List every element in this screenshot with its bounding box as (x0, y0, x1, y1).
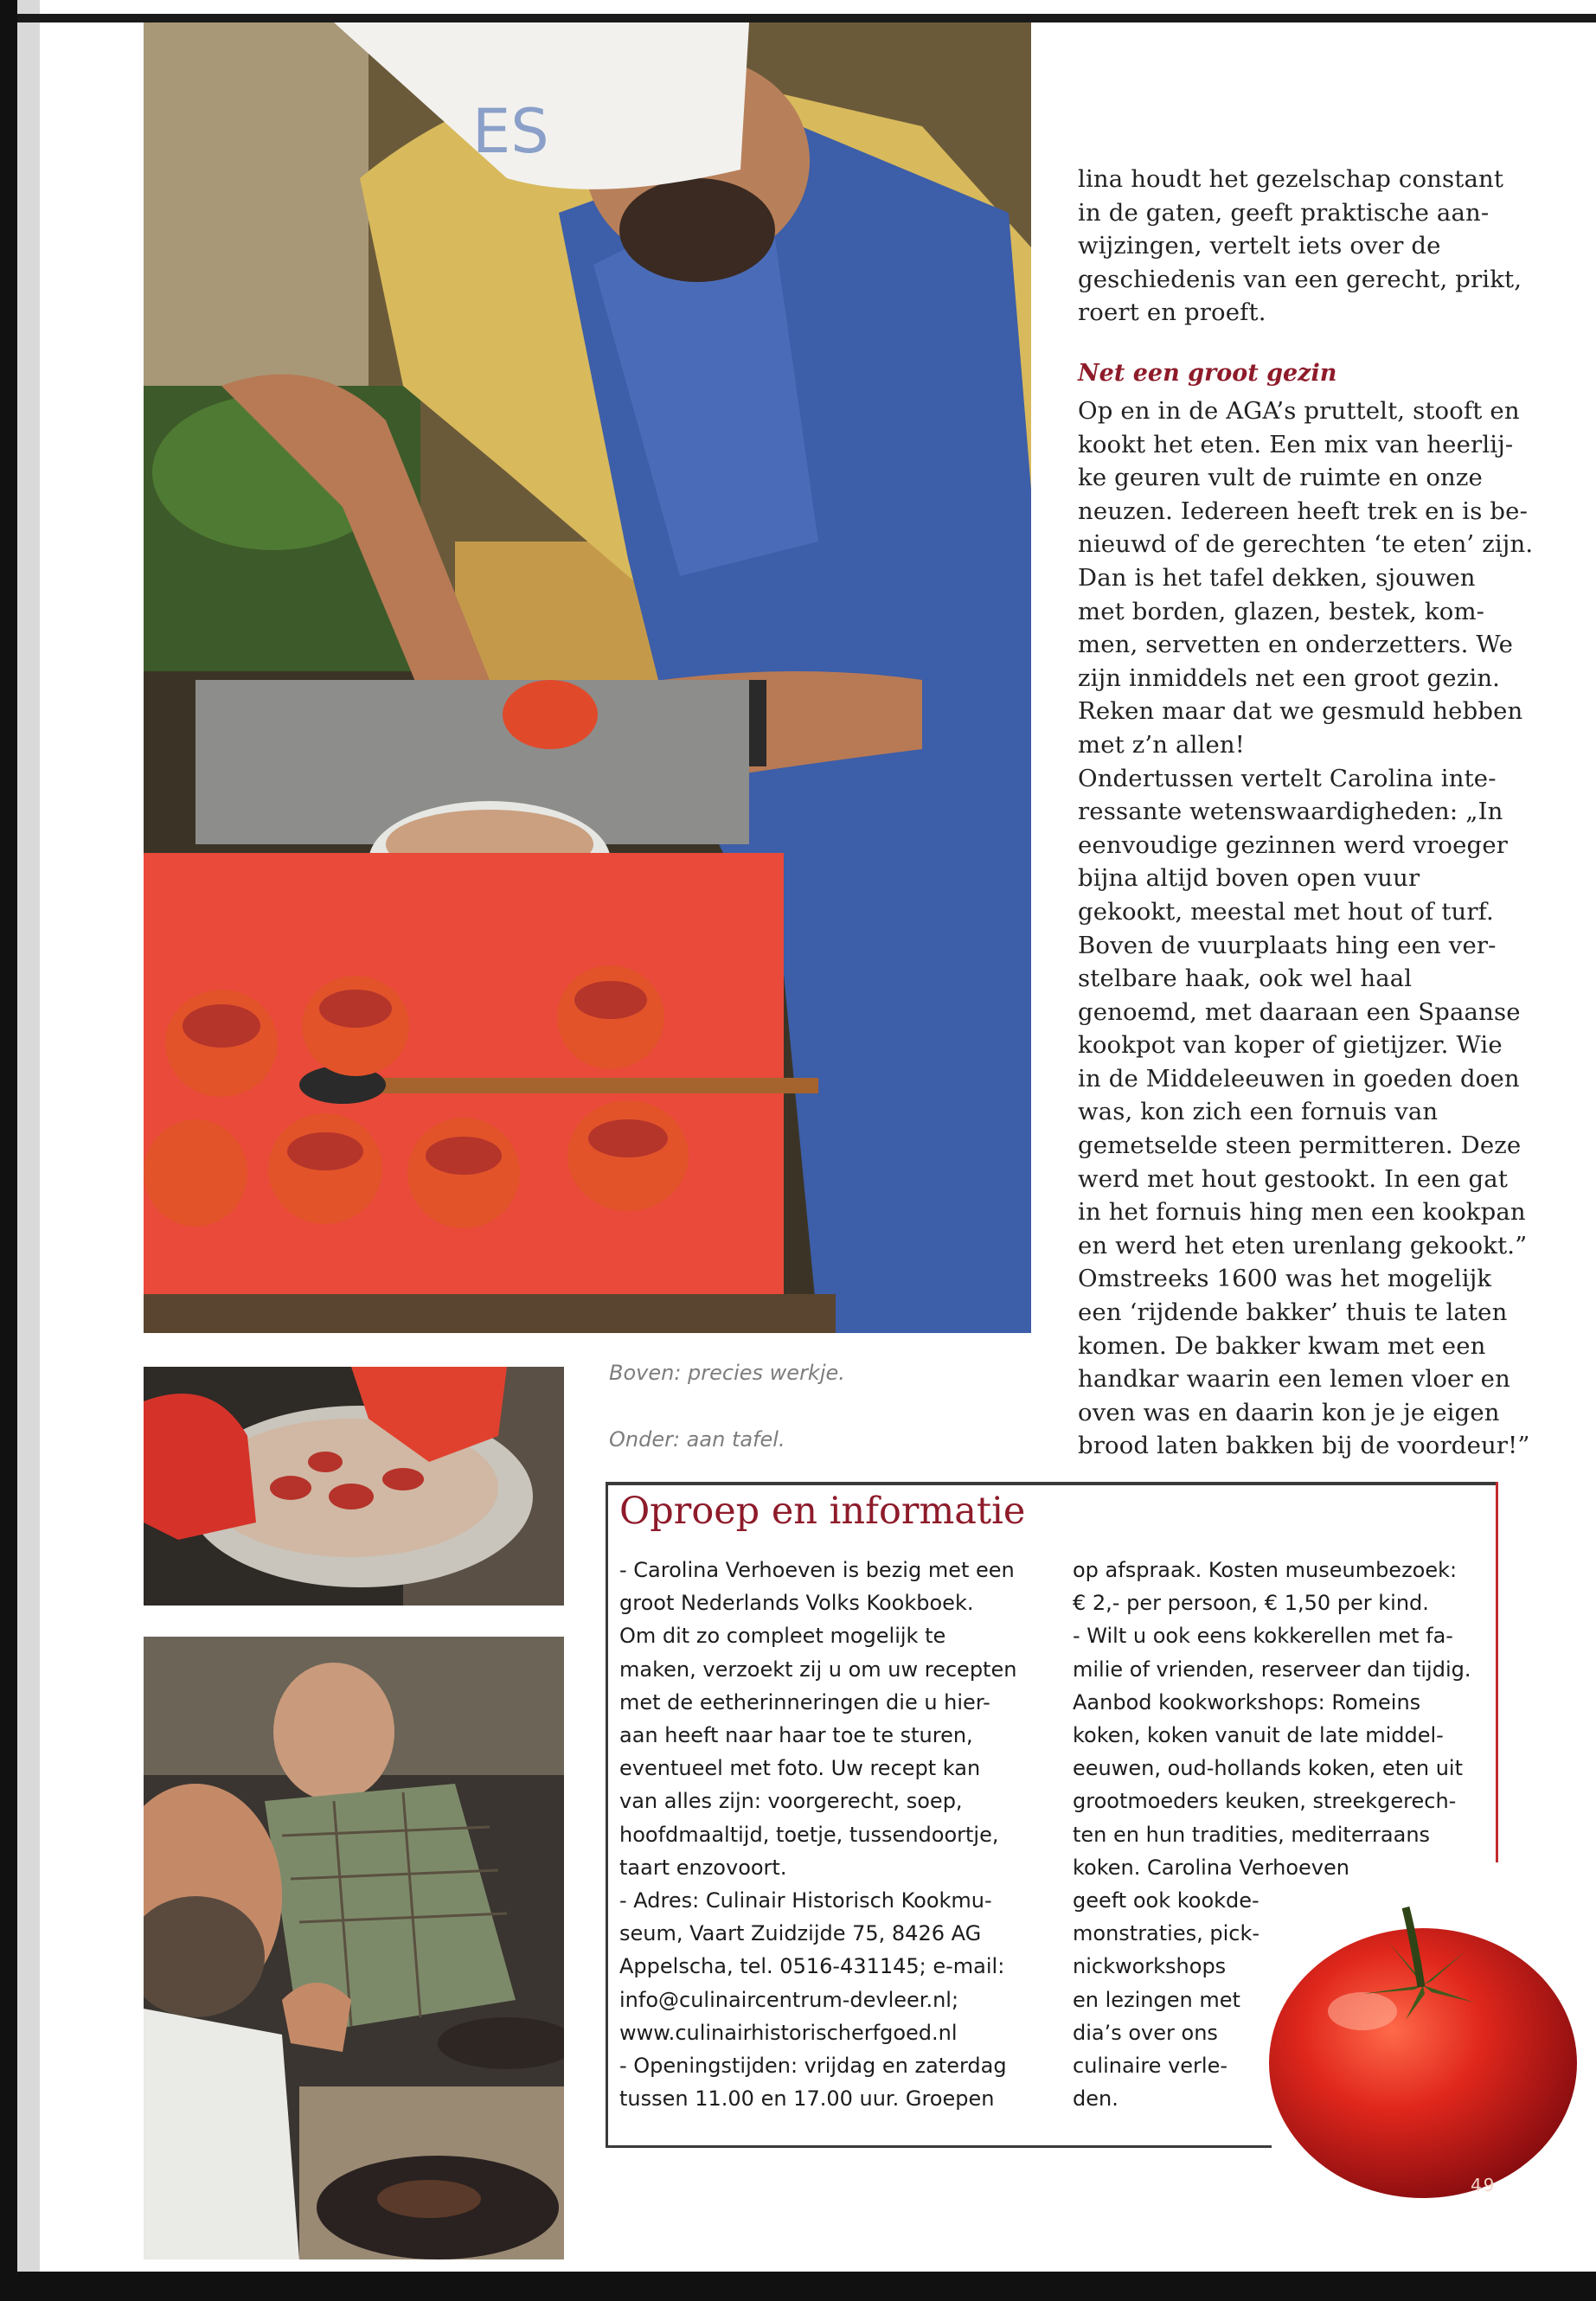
text-line: ke geuren vult de ruimte en onze (1078, 464, 1483, 492)
text-line: Op en in de AGA’s pruttelt, stooft en (1078, 397, 1520, 425)
photo-people-eating-at-table (144, 1637, 564, 2259)
text-line: gekookt, meestal met hout of turf. (1078, 897, 1494, 926)
website-text: www.culinairhistorischerfgoed.nl (619, 2020, 958, 2045)
photo-bowl-with-red-gloves (144, 1367, 564, 1606)
text-line: tussen 11.00 en 17.00 uur. Groepen (619, 2086, 995, 2112)
chef-hat-text: ES (472, 96, 549, 167)
text-line: € 2,- per persoon, € 1,50 per kind. (1073, 1591, 1429, 1616)
text-line: nickworkshops (1073, 1954, 1227, 1979)
text-line: en werd het eten urenlang gekookt.” (1078, 1231, 1528, 1259)
text-line: was, kon zich een fornuis van (1078, 1098, 1439, 1126)
text-line: een ‘rijdende bakker’ thuis te laten (1078, 1298, 1508, 1327)
text-line: men, servetten en onderzetters. We (1078, 631, 1514, 659)
page-top-rule (17, 14, 1596, 22)
page-left-edge (0, 0, 17, 2301)
text-line: werd met hout gestookt. In een gat (1078, 1164, 1509, 1193)
text-line: koken, koken vanuit de late middel- (1073, 1723, 1444, 1748)
text-line: en lezingen met (1073, 1987, 1240, 2012)
text-line: Appelscha, tel. 0516-431145; e-mail: (619, 1954, 1005, 1979)
text-line: genoemd, met daaraan een Spaanse (1078, 997, 1521, 1026)
text-line: handkar waarin een lemen vloer en (1078, 1365, 1510, 1394)
text-line: den. (1073, 2086, 1118, 2112)
text-line: kookt het eten. Een mix van heerlij- (1078, 430, 1514, 458)
text-line: koken. Carolina Verhoeven (1073, 1855, 1349, 1880)
text-line: grootmoeders keuken, streekgerech- (1073, 1789, 1457, 1814)
caption-top: Boven: precies werkje. (609, 1361, 845, 1385)
text-line: roert en proeft. (1078, 298, 1266, 327)
text-line: Reken maar dat we gesmuld hebben (1078, 697, 1523, 726)
text-line: ressante wetenswaardigheden: „In (1078, 798, 1503, 826)
page-bottom-rule (0, 2272, 1596, 2301)
caption-bottom: Onder: aan tafel. (609, 1427, 785, 1452)
text-line: eeuwen, oud-hollands koken, eten uit (1073, 1756, 1463, 1781)
text-line: eenvoudige gezinnen werd vroeger (1078, 830, 1509, 859)
photo-chef-preparing-tomatoes (144, 22, 1031, 1333)
text-line: Om dit zo compleet mogelijk te (619, 1624, 946, 1649)
photo-tomato (1259, 1890, 1587, 2202)
text-line: wijzingen, vertelt iets over de (1078, 232, 1441, 260)
article-text-top (1078, 163, 1522, 330)
text-line: gemetselde steen permitteren. Deze (1078, 1131, 1522, 1160)
text-line: stelbare haak, ook wel haal (1078, 965, 1413, 993)
text-line: geeft ook kookde- (1073, 1888, 1259, 1913)
text-line: culinaire verle- (1073, 2054, 1227, 2079)
text-line: bijna altijd boven open vuur (1078, 864, 1420, 893)
section-heading: Net een groot gezin (1078, 360, 1337, 387)
text-line: aan heeft naar haar toe te sturen, (619, 1723, 973, 1748)
text-line: zijn inmiddels net een groot gezin. (1078, 663, 1501, 692)
text-line: oven was en daarin kon je je eigen (1078, 1398, 1500, 1426)
text-line: ten en hun tradities, mediterraans (1073, 1822, 1431, 1847)
box-left-rule (606, 1482, 608, 2148)
text-line: met borden, glazen, bestek, kom- (1078, 597, 1485, 625)
text-line: milie of vrienden, reserveer dan tijdig. (1073, 1657, 1471, 1682)
text-line: Boven de vuurplaats hing een ver- (1078, 931, 1497, 959)
info-box-title: Oproep en informatie (619, 1490, 1026, 1533)
text-line: brood laten bakken bij de voordeur!” (1078, 1432, 1530, 1460)
text-line: Dan is het tafel dekken, sjouwen (1078, 563, 1476, 592)
text-line: nieuwd of de gerechten ‘te eten’ zijn. (1078, 530, 1534, 559)
text-line: taart enzovoort. (619, 1855, 787, 1880)
email-text: info@culinaircentrum-devleer.nl; (619, 1987, 959, 2012)
text-line: geschiedenis van een gerecht, prikt, (1078, 265, 1522, 293)
text-line: hoofdmaaltijd, toetje, tussendoortje, (619, 1822, 999, 1847)
text-line: Omstreeks 1600 was het mogelijk (1078, 1265, 1492, 1293)
text-line: - Openingstijden: vrijdag en zaterdag (619, 2054, 1007, 2079)
text-line: groot Nederlands Volks Kookboek. (619, 1591, 974, 1616)
info-box-left-column (619, 1554, 1016, 2115)
text-line: van alles zijn: voorgerecht, soep, (619, 1789, 963, 1814)
text-line: maken, verzoekt zij u om uw recepten (619, 1657, 1017, 1682)
text-line: in de Middeleeuwen in goeden doen (1078, 1064, 1520, 1093)
text-line: - Wilt u ook eens kokkerellen met fa- (1073, 1624, 1453, 1649)
text-line: monstraties, pick- (1073, 1921, 1260, 1946)
text-line: in het fornuis hing men een kookpan (1078, 1198, 1526, 1227)
text-line: in de gaten, geeft praktische aan- (1078, 198, 1490, 227)
box-bottom-rule (606, 2145, 1272, 2148)
text-line: eventueel met foto. Uw recept kan (619, 1756, 981, 1781)
text-line: Ondertussen vertelt Carolina inte- (1078, 764, 1497, 792)
page-number: 49 (1471, 2175, 1497, 2195)
text-line: neuzen. Iedereen heeft trek en is be- (1078, 497, 1529, 525)
article-text-main (1078, 394, 1533, 1463)
text-line: met de eetherinneringen die u hier- (619, 1689, 990, 1715)
text-line: dia’s over ons (1073, 2020, 1218, 2045)
text-line: kookpot van koper of gietijzer. Wie (1078, 1031, 1503, 1060)
box-top-rule (606, 1482, 1498, 1485)
text-line: met z’n allen! (1078, 730, 1245, 759)
text-line: seum, Vaart Zuidzijde 75, 8426 AG (619, 1921, 982, 1946)
text-line: Aanbod kookworkshops: Romeins (1073, 1689, 1421, 1715)
box-right-rule (1496, 1482, 1498, 1862)
text-line: - Carolina Verhoeven is bezig met een (619, 1558, 1015, 1582)
text-line: op afspraak. Kosten museumbezoek: (1073, 1558, 1458, 1582)
text-line: lina houdt het gezelschap constant (1078, 165, 1504, 193)
text-line: - Adres: Culinair Historisch Kookmu- (619, 1888, 992, 1913)
text-line: komen. De bakker kwam met een (1078, 1331, 1486, 1360)
